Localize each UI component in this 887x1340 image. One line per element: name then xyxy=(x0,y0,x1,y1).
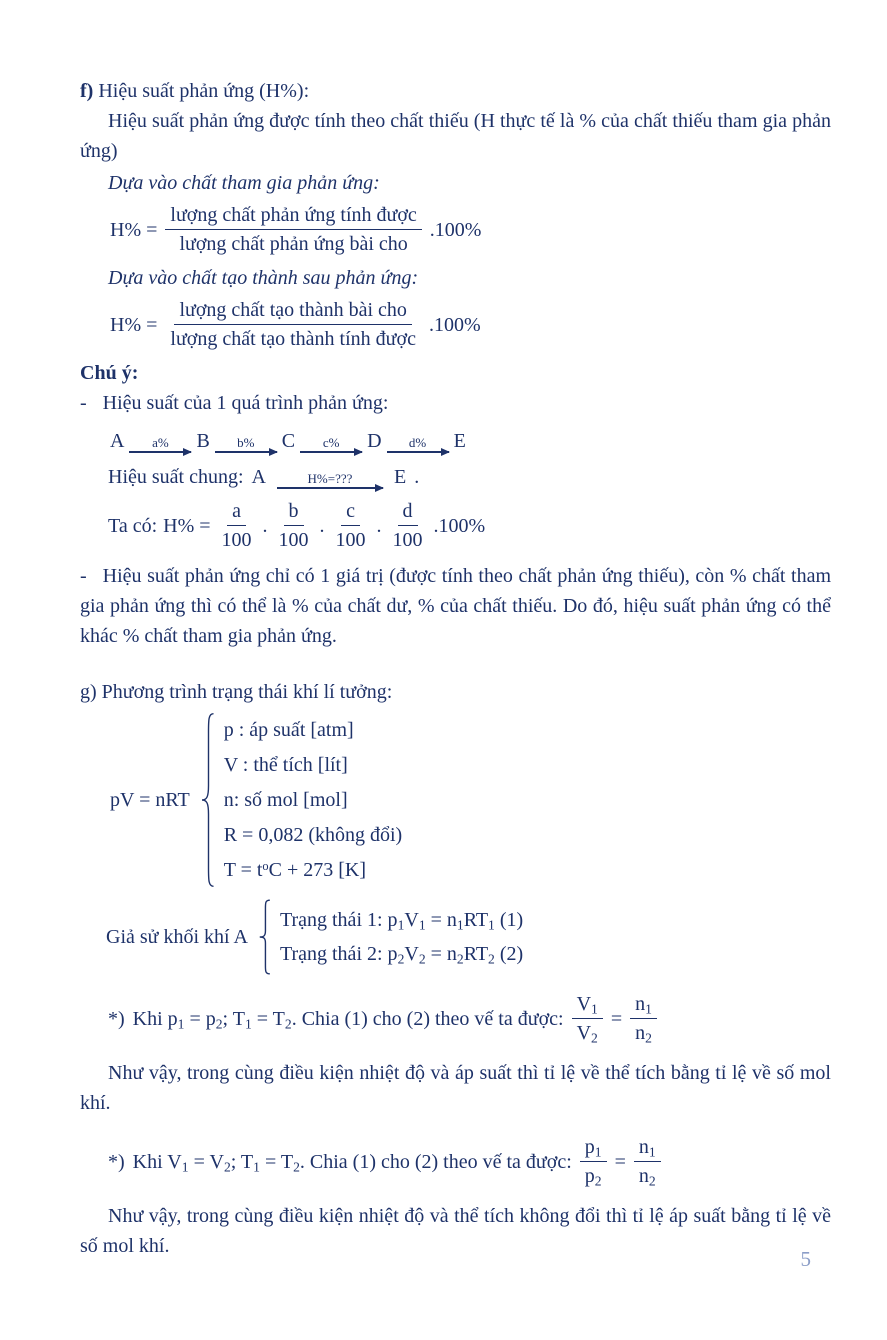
case-equal-pressure xyxy=(108,991,831,1046)
gas-law-variable: V : thể tích [lít] xyxy=(223,753,348,776)
fraction-denominator: 100 xyxy=(392,529,423,551)
chain-node: E xyxy=(393,466,407,488)
equals-sign: = xyxy=(614,1150,626,1173)
fraction-denominator: lượng chất tạo thành tính được xyxy=(170,328,416,350)
page-number: 5 xyxy=(800,1247,811,1271)
chain-arrow xyxy=(129,435,191,452)
multiplication-dot: . xyxy=(262,514,268,537)
fraction xyxy=(165,297,421,352)
state-equation: Trạng thái 2: $p_2V_2 = n_2RT_2$ (2) xyxy=(279,943,524,967)
note-item-2 xyxy=(80,561,831,651)
fraction-denominator: $n_2$ xyxy=(635,1022,652,1046)
section-f-title: Hiệu suất phản ứng (H%): xyxy=(98,80,310,102)
section-f-heading xyxy=(80,76,831,106)
case-text: Khi $V_1 = V_2$; $T_1 = T_2$. Chia (1) cho (2) theo vế ta được: xyxy=(132,1150,572,1174)
conclusion-pressure: Như vậy, trong cùng điều kiện nhiệt độ và thể tích không đổi thì tỉ lệ áp suất bằng tỉ lệ về số mol khí. xyxy=(80,1205,831,1257)
right-arrow-icon xyxy=(215,451,277,452)
fraction-numerator: c xyxy=(341,498,360,526)
gas-law-equation: pV = nRT xyxy=(110,789,190,811)
fraction xyxy=(580,1134,607,1189)
right-arrow-icon xyxy=(277,487,383,488)
gas-law-system xyxy=(110,711,831,889)
chain-arrow xyxy=(215,435,277,452)
formula-by-product xyxy=(110,297,831,352)
chain-node: E xyxy=(453,430,466,452)
chain-node: C xyxy=(281,430,296,452)
bullet-dash: - xyxy=(80,392,87,414)
formula-suffix: .100% xyxy=(428,313,481,336)
fraction-denominator: $p_2$ xyxy=(584,1165,602,1189)
overall-yield-formula xyxy=(108,498,831,553)
conclusion-volume: Như vậy, trong cùng điều kiện nhiệt độ và áp suất thì tỉ lệ về thể tích bằng tỉ lệ về số mol khí. xyxy=(80,1062,831,1114)
gas-law-variable: $T = t^oC + 273$ [K] xyxy=(223,858,367,881)
chain-node: B xyxy=(196,430,210,452)
fraction-numerator: $n_1$ xyxy=(630,991,657,1019)
state-equation: Trạng thái 1: $p_1V_1 = n_1RT_1$ (1) xyxy=(279,909,524,933)
formula-suffix: .100% xyxy=(429,218,482,241)
fraction xyxy=(217,498,257,553)
note-item-2-text: Hiệu suất phản ứng chỉ có 1 giá trị (được tính theo chất phản ứng thiếu), còn % chất tham gia phản ứng thì có thể là % của chất dư, % của chất thiếu. Do đó, hiệu suất phản ứng có thể khác % chất tham gia phản ứng. xyxy=(80,565,831,647)
case-equal-volume xyxy=(108,1134,831,1189)
fraction xyxy=(630,991,657,1046)
arrow-label: H%=??? xyxy=(307,471,353,487)
arrow-label: c% xyxy=(322,435,340,451)
gas-law-variable: R = 0,082 (không đổi) xyxy=(223,823,403,846)
arrow-label: d% xyxy=(408,435,427,451)
arrow-label: b% xyxy=(237,435,255,451)
note-heading: Chú ý: xyxy=(80,362,139,384)
fraction-numerator: d xyxy=(398,498,418,526)
fraction xyxy=(331,498,371,553)
formula-lhs: H% = xyxy=(110,218,158,241)
gas-law-variable: n: số mol [mol] xyxy=(223,788,348,811)
fraction xyxy=(634,1134,661,1189)
overall-prefix: Hiệu suất chung: xyxy=(108,466,244,488)
fraction-denominator: $V_2$ xyxy=(576,1022,598,1046)
star-bullet: *) xyxy=(108,1150,125,1173)
chain-arrow xyxy=(300,435,362,452)
reaction-chain xyxy=(110,426,831,456)
bullet-dash: - xyxy=(80,565,87,587)
fraction-numerator: lượng chất phản ứng tính được xyxy=(165,202,421,230)
suppose-prefix: Giả sử khối khí A xyxy=(106,926,248,948)
case-text: Khi $p_1 = p_2$; $T_1 = T_2$. Chia (1) cho (2) theo vế ta được: xyxy=(132,1007,564,1031)
fraction-numerator: $n_1$ xyxy=(634,1134,661,1162)
formula-suffix: .100% xyxy=(433,514,486,537)
star-bullet: *) xyxy=(108,1007,125,1030)
gas-law-variable: p : áp suất [atm] xyxy=(223,718,354,741)
fraction xyxy=(388,498,428,553)
note-item-1 xyxy=(80,388,831,418)
left-brace-icon xyxy=(200,711,216,889)
right-arrow-icon xyxy=(387,451,449,452)
multiplication-dot: . xyxy=(376,514,382,537)
fraction-denominator: 100 xyxy=(278,529,309,551)
formula-by-reactant xyxy=(110,202,831,257)
gas-law-variables xyxy=(224,713,403,888)
sentence-period: . xyxy=(414,466,420,488)
fraction-numerator: $V_1$ xyxy=(572,991,603,1019)
case1-heading: Dựa vào chất tham gia phản ứng: xyxy=(108,172,380,194)
state-equations xyxy=(280,903,523,971)
fraction-denominator: 100 xyxy=(335,529,366,551)
equals-sign: = xyxy=(610,1007,623,1030)
overall-yield-line xyxy=(108,462,831,492)
right-arrow-icon xyxy=(129,451,191,452)
fraction-numerator: a xyxy=(227,498,246,526)
formula-lhs: H% = xyxy=(163,514,211,537)
fraction-numerator: b xyxy=(284,498,304,526)
fraction xyxy=(274,498,314,553)
multiplication-dot: . xyxy=(319,514,325,537)
fraction-numerator: $p_1$ xyxy=(580,1134,607,1162)
note-item-1-text: Hiệu suất của 1 quá trình phản ứng: xyxy=(102,392,389,414)
chain-node: D xyxy=(367,430,382,452)
fraction-denominator: 100 xyxy=(221,529,252,551)
two-states-system xyxy=(106,899,831,975)
chain-node: A xyxy=(251,466,266,488)
section-f-label: f) xyxy=(80,80,94,102)
chain-arrow xyxy=(387,435,449,452)
section-g-heading: g) Phương trình trạng thái khí lí tưởng: xyxy=(80,681,393,703)
arrow-label: a% xyxy=(152,435,169,451)
section-f-intro: Hiệu suất phản ứng được tính theo chất thiếu (H thực tế là % của chất thiếu tham gia phản ứng) xyxy=(80,110,831,162)
overall-arrow xyxy=(277,471,383,488)
fraction-denominator: lượng chất phản ứng bài cho xyxy=(179,233,408,255)
fraction-denominator: $n_2$ xyxy=(638,1165,656,1189)
chain-node: A xyxy=(110,430,125,452)
fraction-numerator: lượng chất tạo thành bài cho xyxy=(174,297,411,325)
formula-lhs: H% = xyxy=(110,313,158,336)
fraction xyxy=(572,991,603,1046)
case2-heading: Dựa vào chất tạo thành sau phản ứng: xyxy=(108,267,419,289)
right-arrow-icon xyxy=(300,451,362,452)
left-brace-icon xyxy=(258,899,272,975)
fraction xyxy=(165,202,421,257)
taco-prefix: Ta có: xyxy=(108,514,158,537)
